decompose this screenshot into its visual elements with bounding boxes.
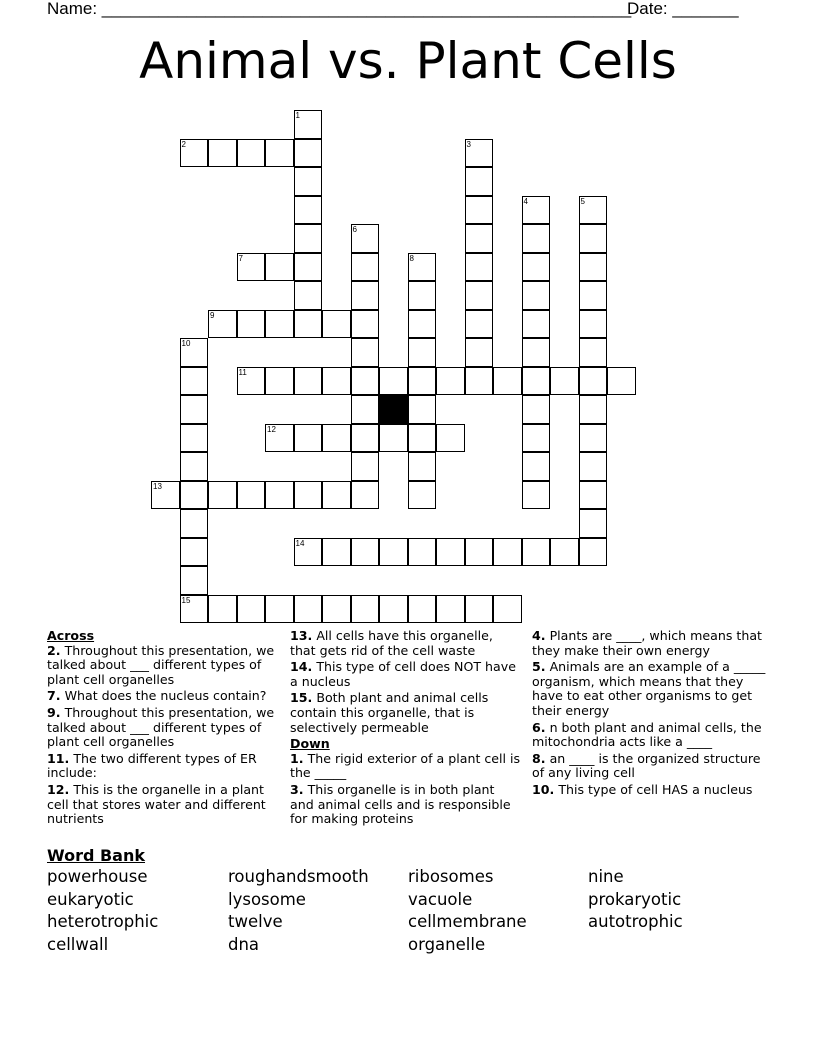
crossword-cell[interactable]	[237, 310, 266, 339]
crossword-cell[interactable]	[607, 367, 636, 396]
clue-across-14: 14. This type of cell does NOT have a nucleus	[290, 659, 516, 689]
crossword-cell[interactable]	[322, 538, 351, 567]
crossword-cell[interactable]	[408, 281, 437, 310]
crossword-cell[interactable]	[294, 367, 323, 396]
crossword-cell[interactable]	[208, 595, 237, 624]
crossword-cell[interactable]	[579, 253, 608, 282]
clue-number: 4	[523, 196, 528, 206]
clue-number: 7	[238, 253, 243, 263]
crossword-cell[interactable]	[351, 367, 380, 396]
clue-across-13: 13. All cells have this organelle, that gets rid of the cell waste	[290, 628, 493, 658]
crossword-cell[interactable]	[522, 253, 551, 282]
crossword-cell[interactable]	[322, 595, 351, 624]
crossword-cell[interactable]	[579, 395, 608, 424]
clues-column-2	[290, 629, 522, 829]
crossword-cell[interactable]	[180, 139, 209, 168]
word-bank-item: heterotrophic	[47, 912, 159, 931]
crossword-cell[interactable]	[294, 481, 323, 510]
crossword-cell[interactable]	[180, 338, 209, 367]
crossword-cell[interactable]	[294, 310, 323, 339]
clue-across-12: 12. This is the organelle in a plant cell that stores water and different nutrients	[47, 781, 266, 827]
crossword-cell[interactable]	[351, 424, 380, 453]
crossword-cell[interactable]	[379, 367, 408, 396]
clue-number: 14	[295, 538, 305, 548]
crossword-cell[interactable]	[265, 139, 294, 168]
crossword-cell[interactable]	[465, 253, 494, 282]
crossword-cell[interactable]	[465, 338, 494, 367]
crossword-cell[interactable]	[550, 367, 579, 396]
crossword-cell[interactable]	[180, 395, 209, 424]
clue-down-10: 10. This type of cell HAS a nucleus	[532, 781, 753, 797]
crossword-cell[interactable]	[322, 310, 351, 339]
crossword-cell[interactable]	[237, 367, 266, 396]
crossword-cell[interactable]	[180, 424, 209, 453]
crossword-cell[interactable]	[294, 538, 323, 567]
crossword-cell[interactable]	[522, 395, 551, 424]
crossword-cell[interactable]	[579, 367, 608, 396]
word-bank-item: roughandsmooth	[228, 867, 369, 886]
crossword-cell[interactable]	[522, 538, 551, 567]
crossword-cell[interactable]	[436, 424, 465, 453]
crossword-cell[interactable]	[379, 424, 408, 453]
crossword-cell[interactable]	[579, 196, 608, 225]
crossword-cell[interactable]	[465, 595, 494, 624]
clue-down-5: 5. Animals are an example of a _____ organism, which means that they have to eat other organisms to get their energy	[532, 659, 766, 718]
crossword-cell[interactable]	[522, 452, 551, 481]
clue-number: 6	[352, 225, 357, 234]
crossword-cell[interactable]	[436, 367, 465, 396]
crossword-cell[interactable]	[408, 310, 437, 339]
crossword-cell[interactable]	[408, 253, 437, 282]
crossword-cell[interactable]	[522, 338, 551, 367]
crossword-cell[interactable]	[579, 338, 608, 367]
crossword-cell[interactable]	[522, 224, 551, 253]
crossword-cell[interactable]	[579, 224, 608, 253]
crossword-cell[interactable]	[237, 253, 266, 282]
crossword-cell[interactable]	[180, 481, 209, 510]
clue-number: 1	[295, 111, 300, 120]
clue-number: 2	[181, 139, 186, 149]
crossword-cell[interactable]	[237, 481, 266, 510]
crossword-cell[interactable]	[408, 338, 437, 367]
crossword-cell[interactable]	[294, 424, 323, 453]
clue-down-1: 1. The rigid exterior of a plant cell is the _____	[290, 750, 521, 781]
clue-number: 8	[409, 253, 414, 263]
crossword-cell[interactable]	[522, 481, 551, 510]
crossword-cell[interactable]	[351, 253, 380, 282]
crossword-cell[interactable]	[579, 281, 608, 310]
crossword-cell[interactable]	[265, 424, 294, 453]
crossword-cell[interactable]	[465, 310, 494, 339]
crossword-cell[interactable]	[180, 367, 209, 396]
crossword-cell[interactable]	[579, 509, 608, 538]
clue-number: 11	[238, 367, 247, 377]
crossword-cell[interactable]	[408, 595, 437, 624]
word-bank-item: cellmembrane	[408, 912, 527, 931]
page-title: Animal vs. Plant Cells	[139, 32, 677, 90]
crossword-cell[interactable]	[151, 481, 180, 510]
word-bank-title: Word Bank	[47, 846, 146, 865]
crossword-cell[interactable]	[408, 424, 437, 453]
crossword-cell[interactable]	[579, 452, 608, 481]
crossword-cell[interactable]	[351, 538, 380, 567]
word-bank-item: nine	[588, 867, 624, 886]
clue-number: 15	[181, 595, 191, 605]
crossword-cell[interactable]	[294, 167, 323, 196]
clues-column-1	[47, 629, 287, 829]
word-bank-item: organelle	[408, 934, 486, 954]
crossword-cell[interactable]	[351, 595, 380, 624]
across-heading: Across	[47, 628, 95, 643]
crossword-cell[interactable]	[436, 538, 465, 567]
crossword-cell[interactable]	[465, 139, 494, 168]
crossword-cell[interactable]	[465, 196, 494, 225]
clue-number: 5	[580, 196, 585, 206]
clue-down-6: 6. n both plant and animal cells, the mitochondria acts like a ____	[532, 719, 762, 750]
crossword-cell[interactable]	[265, 367, 294, 396]
clues-column-3	[532, 629, 772, 800]
crossword-cell[interactable]	[322, 367, 351, 396]
crossword-cell[interactable]	[322, 481, 351, 510]
crossword-cell[interactable]	[351, 310, 380, 339]
name-field-label: Name: ________________________________________________________	[47, 0, 632, 18]
crossword-cell[interactable]	[180, 566, 209, 595]
crossword-cell[interactable]	[522, 196, 551, 225]
crossword-cell[interactable]	[465, 538, 494, 567]
crossword-cell[interactable]	[265, 253, 294, 282]
crossword-cell[interactable]	[379, 538, 408, 567]
word-bank-item: prokaryotic	[588, 889, 682, 909]
crossword-cell[interactable]	[579, 538, 608, 567]
word-bank-item: dna	[228, 934, 260, 954]
crossword-cell[interactable]	[436, 595, 465, 624]
crossword-cell[interactable]	[493, 367, 522, 396]
word-bank-item: autotrophic	[588, 912, 683, 931]
crossword-cell[interactable]	[579, 424, 608, 453]
crossword-cell[interactable]	[294, 110, 323, 139]
crossword-cell[interactable]	[493, 538, 522, 567]
clue-number: 9	[210, 310, 215, 320]
crossword-cell[interactable]	[294, 281, 323, 310]
crossword-cell[interactable]	[294, 253, 323, 282]
crossword-cell[interactable]	[379, 595, 408, 624]
word-bank-item: ribosomes	[408, 867, 494, 886]
word-bank-item: cellwall	[47, 934, 109, 954]
crossword-cell[interactable]	[294, 595, 323, 624]
down-heading: Down	[290, 736, 330, 752]
crossword-cell[interactable]	[265, 481, 294, 510]
crossword-cell[interactable]	[522, 367, 551, 396]
clue-across-7: 7. What does the nucleus contain?	[47, 688, 267, 704]
crossword-cell[interactable]	[465, 224, 494, 253]
crossword-cell[interactable]	[294, 196, 323, 225]
clue-across-9: 9. Throughout this presentation, we talked about ___ different types of plant cell organelles	[47, 704, 275, 750]
word-bank-item: eukaryotic	[47, 889, 134, 909]
crossword-cell[interactable]	[408, 452, 437, 481]
crossword-cell[interactable]	[237, 139, 266, 168]
word-bank-item: lysosome	[228, 889, 306, 909]
clue-number: 12	[267, 424, 276, 434]
clue-down-3: 3. This organelle is in both plant and animal cells and is responsible for making proteins	[290, 781, 511, 827]
crossword-cell[interactable]	[180, 452, 209, 481]
crossword-cell[interactable]	[579, 310, 608, 339]
crossword-cell[interactable]	[351, 395, 380, 424]
crossword-cell[interactable]	[265, 595, 294, 624]
crossword-cell[interactable]	[351, 338, 380, 367]
crossword-cell[interactable]	[180, 538, 209, 567]
clue-number: 10	[181, 339, 191, 348]
crossword-cell[interactable]	[351, 224, 380, 253]
clue-down-4: 4. Plants are ____, which means that they make their own energy	[532, 628, 762, 658]
clue-number: 3	[466, 139, 471, 149]
crossword-cell[interactable]	[294, 139, 323, 168]
word-bank-item: powerhouse	[47, 867, 148, 886]
clue-across-11: 11. The two different types of ER include:	[47, 750, 257, 781]
clue-down-8: 8. an ____ is the organized structure of any living cell	[532, 750, 761, 781]
clue-number: 13	[153, 481, 162, 491]
crossword-cell[interactable]	[493, 595, 522, 624]
crossword-cell[interactable]	[351, 281, 380, 310]
crossword-cell[interactable]	[208, 481, 237, 510]
crossword-cell[interactable]	[550, 538, 579, 567]
clue-across-2: 2. Throughout this presentation, we talked about ___ different types of plant cell organelles	[47, 642, 275, 687]
crossword-cell[interactable]	[408, 538, 437, 567]
black-cell	[379, 395, 408, 424]
crossword-cell[interactable]	[180, 595, 209, 624]
crossword-cell[interactable]	[465, 281, 494, 310]
date-field-label: Date: _______	[627, 0, 739, 18]
word-bank-item: vacuole	[408, 889, 473, 909]
crossword-cell[interactable]	[465, 167, 494, 196]
crossword-cell[interactable]	[351, 452, 380, 481]
crossword-cell[interactable]	[408, 395, 437, 424]
crossword-cell[interactable]	[237, 595, 266, 624]
crossword-cell[interactable]	[522, 310, 551, 339]
crossword-cell[interactable]	[522, 281, 551, 310]
clue-across-15: 15. Both plant and animal cells contain this organelle, that is selectively permeable	[290, 690, 489, 735]
crossword-cell[interactable]	[465, 367, 494, 396]
crossword-cell[interactable]	[408, 481, 437, 510]
crossword-cell[interactable]	[294, 224, 323, 253]
crossword-cell[interactable]	[322, 424, 351, 453]
crossword-cell[interactable]	[208, 139, 237, 168]
crossword-cell[interactable]	[180, 509, 209, 538]
crossword-cell[interactable]	[351, 481, 380, 510]
crossword-cell[interactable]	[408, 367, 437, 396]
word-bank-item: twelve	[228, 912, 283, 931]
crossword-cell[interactable]	[522, 424, 551, 453]
crossword-cell[interactable]	[579, 481, 608, 510]
crossword-cell[interactable]	[208, 310, 237, 339]
crossword-cell[interactable]	[265, 310, 294, 339]
